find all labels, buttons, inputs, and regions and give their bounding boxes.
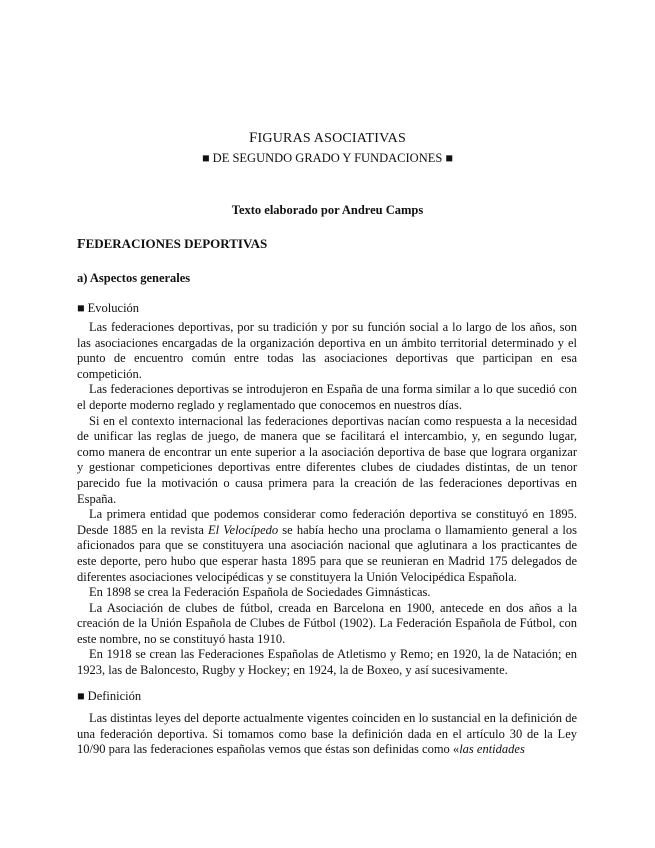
paragraph: En 1918 se crean las Federaciones Españolas de Atletismo y Remo; en 1920, la de Natación; en 1923, las de Baloncesto, Rugby y Hockey; en 1924, la de Boxeo, y así sucesivamente. [77, 647, 577, 678]
paragraph-text: se había hecho una proclama o llamamiento general a los aficionados para que se constituyera una asociación nacional que aglutinara a los practicantes de este deporte, pero hubo que esperar hasta 1895 para que se reunieran en Madrid 175 delegados de diferentes asociaciones velocipédicas y se constituyera la Unión Velocipédica Española. [77, 522, 577, 584]
paragraph: Las federaciones deportivas, por su tradición y por su función social a lo largo de los años, son las asociaciones encargadas de la organización deportiva en un ámbito territorial determinado y el punto de encuentro común entre todas las asociaciones deportivas que participan en esa competición. [77, 320, 577, 381]
paragraph: Si en el contexto internacional las federaciones deportivas nacían como respuesta a la necesidad de unificar las reglas de juego, de manera que se facilitará el intercambio, y, en segundo lugar, como manera de encontrar un ente superior a la asociación deportiva de base que lograra organizar y gestionar competiciones deportivas entre diferentes clubes de ciudades distintas, de un tenor parecido fue la motivación o causa primera para la creación de las federaciones deportivas en España. [77, 413, 577, 506]
paragraph [77, 507, 577, 585]
title-rest: IGURAS ASOCIATIVAS [257, 131, 406, 146]
section-rest: EDERACIONES DEPORTIVAS [85, 236, 268, 251]
journal-title: El Velocípedo [208, 522, 279, 537]
subsection-heading: a) Aspectos generales [77, 271, 191, 285]
paragraph-text: La primera entidad que podemos considerar como federación deportiva se constituyó en 1895. Desde 1885 en la revista [77, 507, 577, 537]
subheading-definicion: ■ Definición [77, 689, 142, 703]
paragraph: La Asociación de clubes de fútbol, creada en Barcelona en 1900, antecede en dos años a la creación de la Unión Española de Clubes de Fútbol (1902). La Federación Española de Fútbol, con este nombre, no se constituyó hasta 1910. [77, 600, 577, 646]
paragraph-text: Las distintas leyes del deporte actualmente vigentes coinciden en lo sustancial en la definición de una federación deportiva. Si tomamos como base la definición dada en el artículo 30 de la Ley 10/90 para las federaciones españolas vemos que éstas son definidas como « [77, 711, 577, 757]
paragraph [77, 711, 577, 758]
author-line: Texto elaborado por Andreu Camps [231, 203, 424, 217]
definicion-text [77, 711, 577, 758]
quoted-text: las entidades [459, 742, 525, 757]
paragraph: Las federaciones deportivas se introdujeron en España de una forma similar a lo que sucedió con el deporte moderno reglado y reglamentado que conocemos en nuestros días. [77, 382, 577, 412]
section-initial: F [77, 237, 86, 252]
paragraph: En 1898 se crea la Federación Española de Sociedades Gimnásticas. [89, 585, 431, 600]
document-subtitle: ■ DE SEGUNDO GRADO Y FUNDACIONES ■ [202, 151, 453, 165]
section-heading [77, 236, 267, 253]
evolucion-text [77, 320, 577, 679]
document-title [0, 130, 655, 147]
subheading-evolucion: ■ Evolución [77, 301, 140, 315]
title-initial: F [249, 130, 258, 146]
